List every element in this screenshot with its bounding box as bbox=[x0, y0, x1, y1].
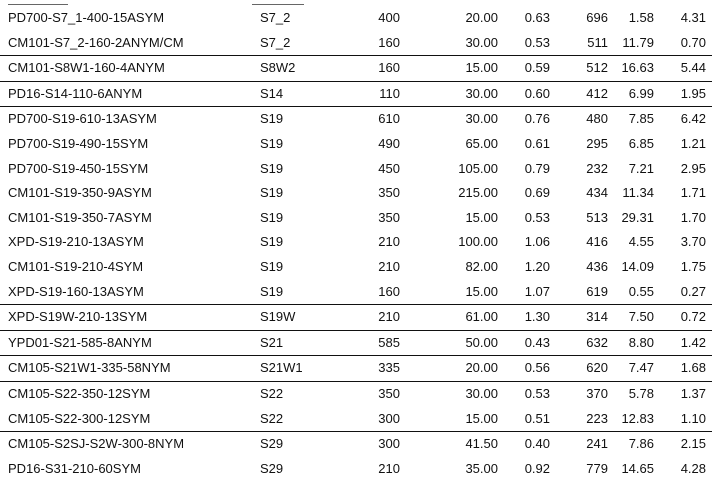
table-row bbox=[0, 230, 712, 255]
cell-specimen-id: XPD-S19W-210-13SYM bbox=[0, 305, 246, 331]
cell-col-3: 160 bbox=[338, 56, 400, 82]
cell-col-8: 1.75 bbox=[680, 258, 706, 274]
cell-col-4: 65.00 bbox=[465, 135, 498, 151]
cell-col-7: 7.21 bbox=[628, 160, 654, 176]
cell-col-3: 300 bbox=[378, 410, 400, 426]
cell-col-6: 241 bbox=[550, 432, 608, 457]
cell-series: S19 bbox=[260, 160, 284, 176]
table-row bbox=[0, 31, 712, 56]
cell-col-3: 110 bbox=[338, 81, 400, 107]
cell-specimen-id: PD700-S19-610-13ASYM bbox=[0, 107, 246, 132]
cell-col-8: 6.42 bbox=[654, 107, 712, 132]
cell-specimen-id: PD700-S19-490-15SYM bbox=[8, 135, 149, 151]
cell-series: S19W bbox=[246, 305, 338, 331]
cell-specimen-id: PD700-S19-450-15SYM bbox=[8, 160, 149, 176]
cell-col-3: 585 bbox=[338, 330, 400, 356]
cell-specimen-id: XPD-S19-160-13ASYM bbox=[8, 283, 144, 299]
cell-col-4: 100.00 bbox=[458, 234, 498, 250]
cell-specimen-id: PD16-S31-210-60SYM bbox=[8, 460, 141, 476]
cell-col-7: 14.65 bbox=[621, 460, 654, 476]
cropped-text-fragment bbox=[252, 0, 304, 5]
cell-col-6: 779 bbox=[586, 460, 608, 476]
table-body bbox=[0, 6, 712, 481]
cell-col-8: 1.37 bbox=[654, 381, 712, 406]
cell-col-7: 8.80 bbox=[608, 330, 654, 356]
cell-col-4: 20.00 bbox=[400, 356, 498, 382]
cell-series: S19 bbox=[260, 283, 284, 299]
cell-col-8: 0.72 bbox=[654, 305, 712, 331]
cell-col-4: 35.00 bbox=[465, 460, 498, 476]
table-row bbox=[0, 305, 712, 331]
cell-col-6: 619 bbox=[586, 283, 608, 299]
cell-col-3: 400 bbox=[378, 10, 400, 25]
cell-specimen-id: CM101-S19-350-7ASYM bbox=[8, 209, 152, 225]
cell-col-4: 15.00 bbox=[465, 410, 498, 426]
cell-specimen-id: CM105-S21W1-335-58NYM bbox=[0, 356, 246, 382]
cell-series: S7_2 bbox=[260, 34, 291, 50]
cell-col-3: 350 bbox=[378, 209, 400, 225]
cell-series: S19 bbox=[260, 185, 284, 201]
cell-series: S19 bbox=[260, 209, 284, 225]
cell-series: S14 bbox=[246, 81, 338, 107]
cell-specimen-id: PD16-S14-110-6ANYM bbox=[0, 81, 246, 107]
cell-col-5: 0.51 bbox=[524, 410, 550, 426]
cell-col-5: 0.59 bbox=[498, 56, 550, 82]
cell-col-8: 1.95 bbox=[654, 81, 712, 107]
cell-col-4: 30.00 bbox=[400, 107, 498, 132]
cell-col-3: 210 bbox=[378, 234, 400, 250]
cell-col-3: 160 bbox=[378, 283, 400, 299]
cell-series: S19 bbox=[260, 258, 284, 274]
cell-col-7: 0.55 bbox=[628, 283, 654, 299]
cell-col-5: 0.56 bbox=[498, 356, 550, 382]
cell-col-6: 696 bbox=[586, 10, 608, 25]
cell-col-7: 6.99 bbox=[608, 81, 654, 107]
cell-col-7: 5.78 bbox=[608, 381, 654, 406]
cell-col-6: 480 bbox=[550, 107, 608, 132]
cell-col-3: 490 bbox=[378, 135, 400, 151]
cell-col-6: 632 bbox=[550, 330, 608, 356]
cell-specimen-id: PD700-S7_1-400-15ASYM bbox=[8, 10, 165, 25]
cell-specimen-id: CM101-S19-350-9ASYM bbox=[8, 185, 152, 201]
cell-col-7: 16.63 bbox=[608, 56, 654, 82]
cell-col-8: 1.68 bbox=[654, 356, 712, 382]
table-row bbox=[0, 330, 712, 356]
cell-col-3: 300 bbox=[338, 432, 400, 457]
table-row bbox=[0, 280, 712, 305]
cell-col-6: 314 bbox=[550, 305, 608, 331]
cell-specimen-id: CM105-S2SJ-S2W-300-8NYM bbox=[0, 432, 246, 457]
cell-col-6: 511 bbox=[587, 34, 608, 50]
cell-col-4: 15.00 bbox=[465, 209, 498, 225]
cell-col-7: 1.58 bbox=[628, 10, 654, 25]
cell-col-6: 513 bbox=[586, 209, 608, 225]
cell-col-7: 7.86 bbox=[608, 432, 654, 457]
table-row bbox=[0, 457, 712, 481]
cell-col-5: 0.92 bbox=[524, 460, 550, 476]
cell-col-4: 215.00 bbox=[458, 185, 498, 201]
cell-specimen-id: CM105-S22-300-12SYM bbox=[8, 410, 151, 426]
data-table bbox=[0, 6, 712, 481]
table-row bbox=[0, 81, 712, 107]
table-row bbox=[0, 181, 712, 206]
cell-col-4: 105.00 bbox=[458, 160, 498, 176]
cell-series: S21 bbox=[246, 330, 338, 356]
cell-col-6: 512 bbox=[550, 56, 608, 82]
cell-col-7: 29.31 bbox=[621, 209, 654, 225]
cell-col-6: 295 bbox=[586, 135, 608, 151]
cell-col-4: 20.00 bbox=[465, 10, 498, 25]
cell-col-5: 0.60 bbox=[498, 81, 550, 107]
table-row bbox=[0, 432, 712, 457]
cell-col-5: 0.53 bbox=[524, 209, 550, 225]
cell-col-3: 210 bbox=[338, 305, 400, 331]
cell-col-6: 416 bbox=[586, 234, 608, 250]
cell-col-7: 12.83 bbox=[621, 410, 654, 426]
cell-specimen-id: YPD01-S21-585-8ANYM bbox=[0, 330, 246, 356]
cell-col-8: 2.95 bbox=[680, 160, 706, 176]
table-row bbox=[0, 381, 712, 406]
cell-col-6: 434 bbox=[586, 185, 608, 201]
table-row bbox=[0, 255, 712, 280]
cell-specimen-id: CM101-S7_2-160-2ANYM/CM bbox=[8, 34, 184, 50]
cell-series: S22 bbox=[246, 381, 338, 406]
cell-series: S19 bbox=[260, 234, 284, 250]
cell-col-4: 82.00 bbox=[465, 258, 498, 274]
table-row bbox=[0, 407, 712, 432]
cell-col-7: 11.34 bbox=[622, 185, 654, 201]
cell-col-3: 335 bbox=[338, 356, 400, 382]
cell-col-8: 4.28 bbox=[680, 460, 706, 476]
table-row bbox=[0, 206, 712, 231]
cell-series: S19 bbox=[246, 107, 338, 132]
cell-col-6: 412 bbox=[550, 81, 608, 107]
cell-col-3: 160 bbox=[378, 34, 400, 50]
cell-series: S29 bbox=[260, 460, 284, 476]
cell-col-8: 1.10 bbox=[680, 410, 706, 426]
cell-col-6: 232 bbox=[586, 160, 608, 176]
cell-col-8: 2.15 bbox=[654, 432, 712, 457]
cell-series: S19 bbox=[260, 135, 284, 151]
cell-col-8: 1.42 bbox=[654, 330, 712, 356]
cell-col-3: 610 bbox=[338, 107, 400, 132]
cell-col-8: 0.27 bbox=[680, 283, 706, 299]
cell-col-8: 1.71 bbox=[680, 185, 706, 201]
cell-col-8: 5.44 bbox=[654, 56, 712, 82]
cell-col-8: 1.70 bbox=[680, 209, 706, 225]
cell-col-8: 3.70 bbox=[680, 234, 706, 250]
cell-col-5: 1.07 bbox=[524, 283, 550, 299]
cell-col-7: 4.55 bbox=[628, 234, 654, 250]
cell-col-4: 61.00 bbox=[400, 305, 498, 331]
cell-col-3: 350 bbox=[378, 185, 400, 201]
table-row bbox=[0, 6, 712, 31]
cell-col-5: 0.53 bbox=[524, 34, 550, 50]
cell-col-5: 0.40 bbox=[498, 432, 550, 457]
cell-col-5: 1.30 bbox=[498, 305, 550, 331]
data-table-container bbox=[0, 6, 706, 481]
cell-col-6: 370 bbox=[550, 381, 608, 406]
cell-col-4: 30.00 bbox=[465, 34, 498, 50]
cell-col-7: 7.47 bbox=[608, 356, 654, 382]
cell-col-7: 11.79 bbox=[622, 34, 654, 50]
cell-col-5: 0.53 bbox=[498, 381, 550, 406]
cell-col-5: 1.20 bbox=[524, 258, 550, 274]
cell-col-4: 15.00 bbox=[465, 283, 498, 299]
cell-col-5: 0.61 bbox=[524, 135, 550, 151]
cell-col-4: 50.00 bbox=[400, 330, 498, 356]
cell-col-6: 436 bbox=[586, 258, 608, 274]
cell-col-5: 0.69 bbox=[524, 185, 550, 201]
cell-col-3: 210 bbox=[378, 460, 400, 476]
cell-col-5: 0.79 bbox=[524, 160, 550, 176]
cell-col-7: 7.50 bbox=[608, 305, 654, 331]
cell-series: S29 bbox=[246, 432, 338, 457]
cell-specimen-id: CM105-S22-350-12SYM bbox=[0, 381, 246, 406]
cell-col-4: 30.00 bbox=[400, 81, 498, 107]
table-row bbox=[0, 356, 712, 382]
cell-col-3: 210 bbox=[378, 258, 400, 274]
table-row bbox=[0, 157, 712, 182]
cell-col-3: 450 bbox=[378, 160, 400, 176]
cell-col-5: 0.43 bbox=[498, 330, 550, 356]
cropped-text-fragment bbox=[8, 0, 68, 5]
cell-series: S7_2 bbox=[260, 10, 291, 25]
cell-col-5: 1.06 bbox=[524, 234, 550, 250]
cell-col-8: 0.70 bbox=[680, 34, 706, 50]
cell-series: S22 bbox=[260, 410, 284, 426]
cell-col-6: 223 bbox=[586, 410, 608, 426]
cell-col-4: 15.00 bbox=[400, 56, 498, 82]
cell-col-3: 350 bbox=[338, 381, 400, 406]
cell-col-7: 6.85 bbox=[628, 135, 654, 151]
cell-series: S21W1 bbox=[246, 356, 338, 382]
table-row bbox=[0, 56, 712, 82]
cell-col-8: 1.21 bbox=[680, 135, 706, 151]
cell-col-5: 0.76 bbox=[498, 107, 550, 132]
cell-col-7: 7.85 bbox=[608, 107, 654, 132]
table-row bbox=[0, 132, 712, 157]
cell-col-7: 14.09 bbox=[621, 258, 654, 274]
cell-col-5: 0.63 bbox=[524, 10, 550, 25]
cell-specimen-id: XPD-S19-210-13ASYM bbox=[8, 234, 144, 250]
cell-col-4: 41.50 bbox=[400, 432, 498, 457]
cell-col-8: 4.31 bbox=[680, 10, 706, 25]
table-row bbox=[0, 107, 712, 132]
cell-col-4: 30.00 bbox=[400, 381, 498, 406]
cell-specimen-id: CM101-S19-210-4SYM bbox=[8, 258, 144, 274]
cell-col-6: 620 bbox=[550, 356, 608, 382]
cell-specimen-id: CM101-S8W1-160-4ANYM bbox=[0, 56, 246, 82]
cell-series: S8W2 bbox=[246, 56, 338, 82]
